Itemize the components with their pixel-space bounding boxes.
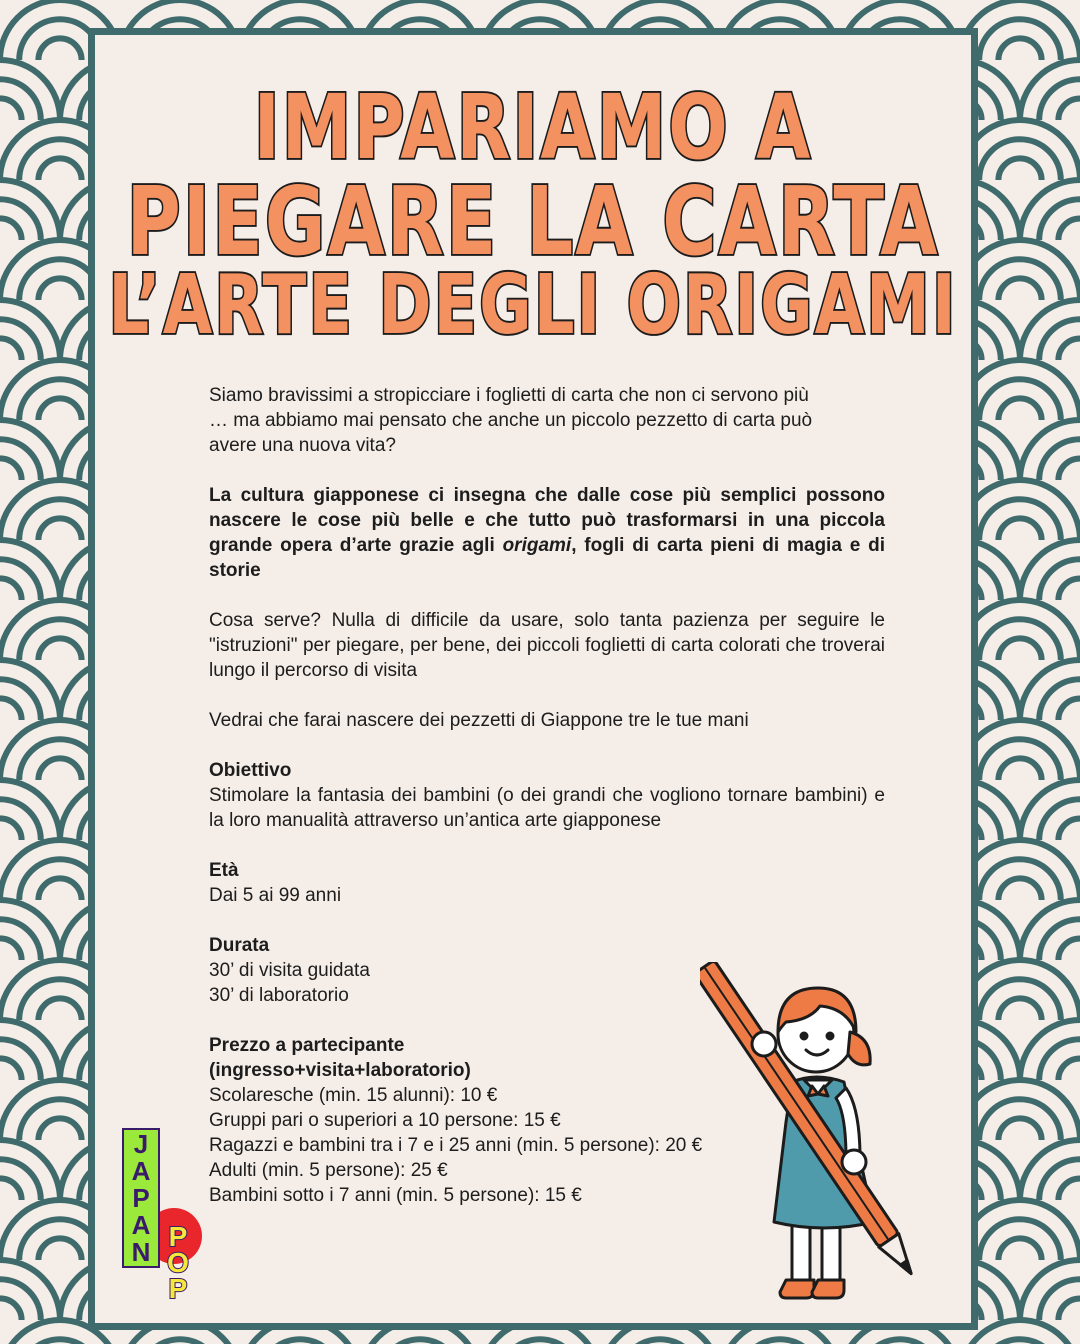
wave-arc (0, 338, 22, 360)
wave-arc (0, 218, 22, 240)
logo-letter: O (167, 1247, 189, 1278)
wave-arc (998, 518, 1041, 540)
wave-arc (979, 1339, 1061, 1344)
logo-japan-vertical (122, 1128, 160, 1268)
intro-line-3: avere una nuova vita? (209, 435, 396, 456)
wave-arc (38, 1118, 81, 1140)
wave-arc (998, 278, 1041, 300)
duration-item: 30’ di laboratorio (209, 985, 349, 1006)
wave-arc (0, 98, 22, 120)
title-line-2: PIEGARE LA CARTA (126, 167, 940, 278)
wave-arc (0, 1058, 22, 1080)
wave-arc (1058, 1178, 1080, 1200)
price-item: Adulti (min. 5 persone): 25 € (209, 1160, 448, 1181)
duration-heading: Durata (209, 935, 270, 956)
wave-arc (0, 1178, 22, 1200)
wave-arc (139, 1339, 221, 1344)
wave-arc (38, 518, 81, 540)
wave-arc (998, 998, 1041, 1020)
logo-letter: P (168, 1273, 188, 1304)
intro-line-2: … ma abbiamo mai pensato che anche un piccolo pezzetto di carta può (209, 410, 813, 431)
wave-arc (998, 158, 1041, 180)
wave-arc (0, 458, 22, 480)
wave-arc (38, 38, 81, 60)
wave-arc (1058, 698, 1080, 720)
wave-arc (619, 1339, 701, 1344)
wave-arc (259, 1339, 341, 1344)
wave-arc (38, 758, 81, 780)
needs-paragraph: Cosa serve? Nulla di difficile da usare, solo tanta pazienza per seguire le "istruzioni" per piegare, per bene, dei piccoli foglietti di carta colorati che troverai lungo il percorso di visita (209, 610, 885, 681)
logo-letter: P (132, 1182, 150, 1213)
objective-heading: Obiettivo (209, 760, 292, 781)
wave-arc (739, 1339, 821, 1344)
wave-arc (1058, 98, 1080, 120)
price-item: Ragazzi e bambini tra i 7 e i 25 anni (min. 5 persone): 20 € (209, 1135, 703, 1156)
wave-arc (1058, 1298, 1080, 1320)
logo-pop-vertical (164, 1221, 192, 1304)
logo-letter: P (168, 1221, 188, 1252)
wave-arc (1058, 1058, 1080, 1080)
wave-arc (19, 1339, 101, 1344)
wave-arc (998, 758, 1041, 780)
price-item: Bambini sotto i 7 anni (min. 5 persone): 15 € (209, 1185, 582, 1206)
wave-arc (38, 878, 81, 900)
wave-arc (859, 1339, 941, 1344)
girl-with-pencil-illustration (700, 962, 960, 1322)
wave-arc (0, 1298, 22, 1320)
duration-item: 30’ di visita guidata (209, 960, 370, 981)
price-item: Scolaresche (min. 15 alunni): 10 € (209, 1085, 498, 1106)
logo-letter: A (131, 1155, 151, 1186)
logo-letter: N (131, 1237, 151, 1268)
wave-arc (998, 1118, 1041, 1140)
intro-line-1: Siamo bravissimi a stropicciare i foglietti di carta che non ci servono più (209, 385, 809, 406)
price-item: Gruppi pari o superiori a 10 persone: 15 € (209, 1110, 561, 1131)
wave-arc (1058, 218, 1080, 240)
wave-arc (38, 158, 81, 180)
wave-arc (38, 998, 81, 1020)
wave-arc (499, 1339, 581, 1344)
japan-pop-logo (120, 1128, 202, 1304)
culture-text-before: La cultura giapponese ci insegna che dalle cose più semplici possono nascere le cose più belle e che tutto può trasformarsi in una piccola grande opera d’arte grazie agli (209, 485, 885, 556)
culture-paragraph (209, 483, 885, 583)
wave-arc (38, 398, 81, 420)
wave-arc (998, 1238, 1041, 1260)
wave-arc (0, 578, 22, 600)
wave-arc (1058, 338, 1080, 360)
wave-arc (38, 638, 81, 660)
intro-paragraph (209, 383, 885, 458)
wave-arc (998, 878, 1041, 900)
age-heading: Età (209, 860, 239, 881)
wave-arc (38, 278, 81, 300)
wave-arc (998, 38, 1041, 60)
logo-letter: J (133, 1128, 149, 1159)
wave-arc (0, 698, 22, 720)
culture-text-after: , fogli di carta pieni di magia e di storie (209, 535, 885, 581)
wave-arc (0, 938, 22, 960)
title-line-1: IMPARIAMO A (253, 75, 813, 180)
wave-arc (0, 818, 22, 840)
wave-arc (998, 638, 1041, 660)
title-line-3: L’ARTE DEGLI ORIGAMI (108, 259, 958, 354)
price-subheading: (ingresso+visita+laboratorio) (209, 1060, 471, 1081)
age-section (209, 858, 885, 908)
wave-arc (998, 398, 1041, 420)
age-text: Dai 5 ai 99 anni (209, 885, 342, 906)
result-paragraph: Vedrai che farai nascere dei pezzetti di Giappone tre le tue mani (209, 710, 749, 731)
wave-arc (38, 1238, 81, 1260)
wave-arc (379, 1339, 461, 1344)
objective-text: Stimolare la fantasia dei bambini (o dei grandi che vogliono tornare bambini) e la loro manualità attraverso un’antica arte giapponese (209, 785, 885, 831)
wave-arc (1058, 458, 1080, 480)
wave-arc (1058, 938, 1080, 960)
objective-section (209, 758, 885, 833)
logo-letter: A (131, 1210, 151, 1241)
price-heading: Prezzo a partecipante (209, 1035, 405, 1056)
culture-italic: origami (502, 535, 572, 556)
wave-arc (1058, 818, 1080, 840)
wave-arc (1058, 578, 1080, 600)
